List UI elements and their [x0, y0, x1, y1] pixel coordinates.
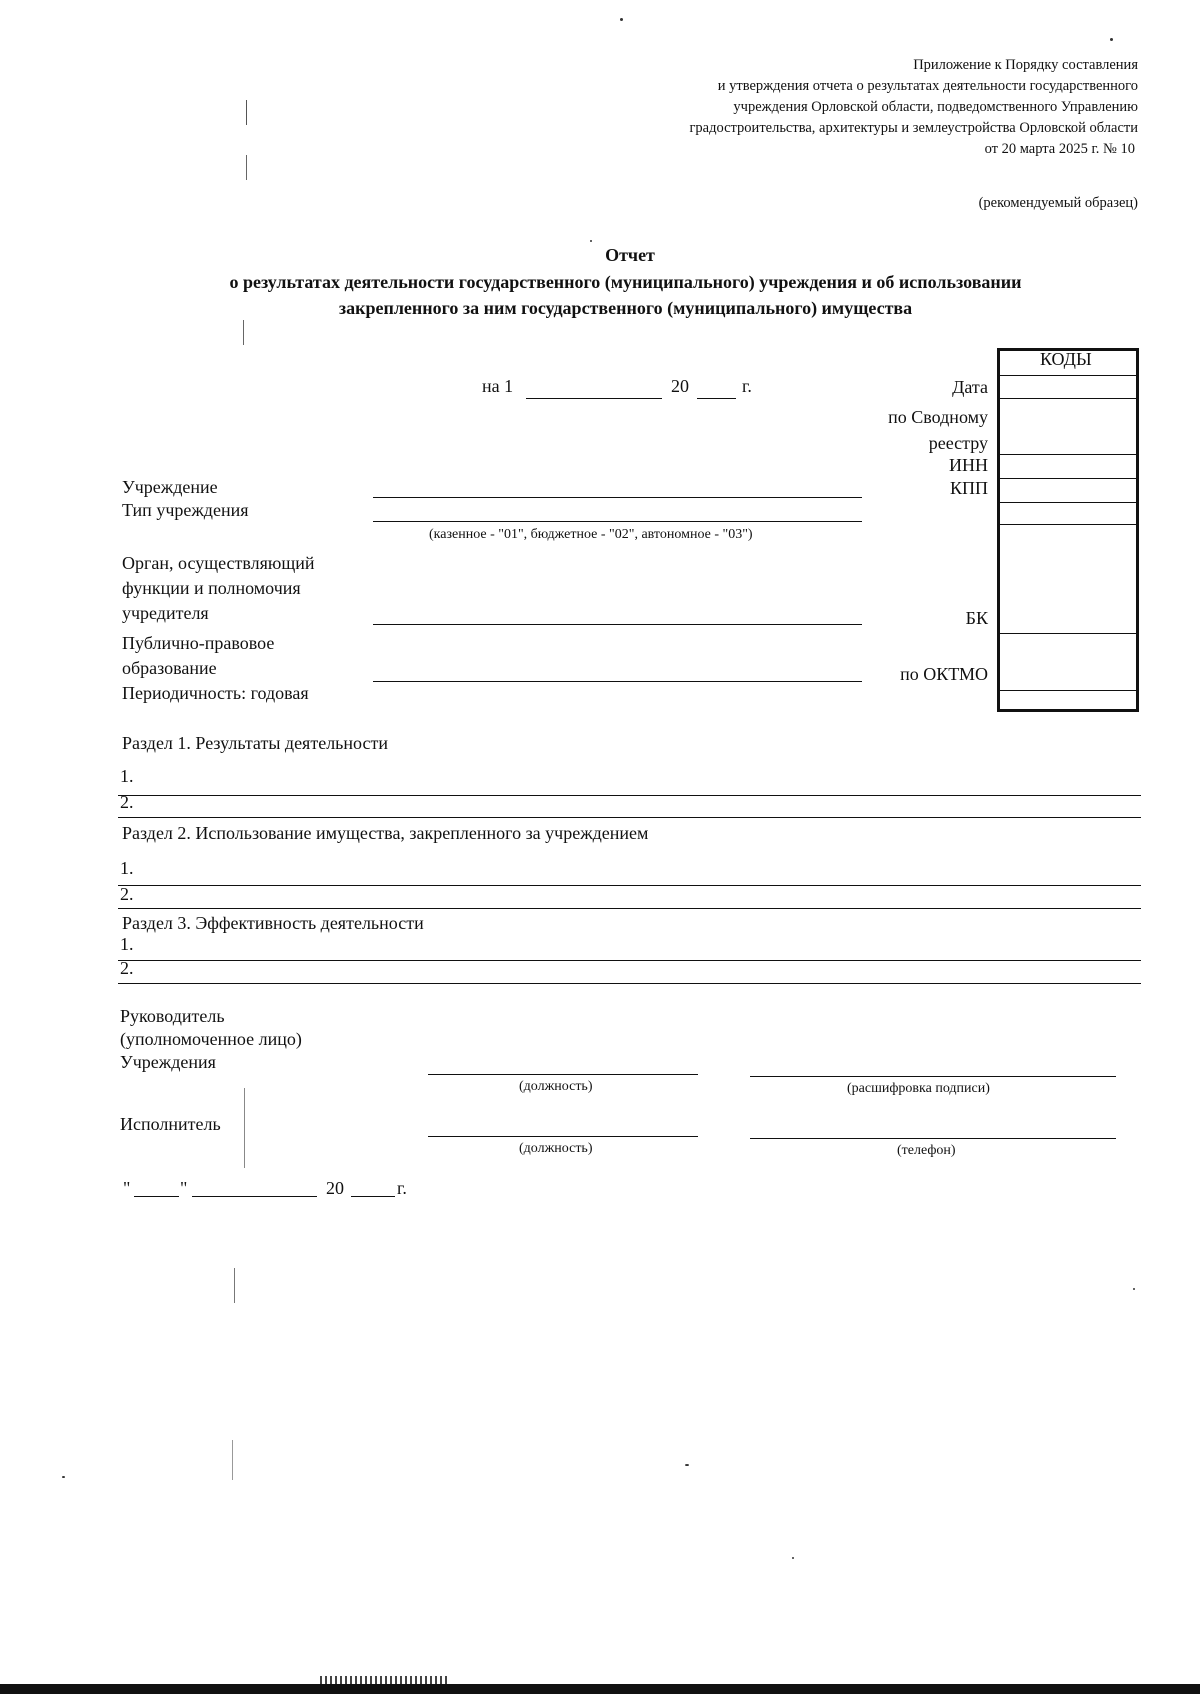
signature-date-quote-open: " — [123, 1178, 131, 1198]
scan-artifact — [234, 1268, 235, 1303]
scan-bottom-edge — [0, 1684, 1200, 1694]
section-2-line-1[interactable] — [118, 885, 1141, 886]
section-1-line-2[interactable] — [118, 817, 1141, 818]
appendix-block — [689, 55, 1138, 160]
scan-speck — [590, 240, 592, 242]
section-3-item-2: 2. — [120, 958, 134, 978]
scan-speck — [1110, 38, 1113, 41]
date-year-blank[interactable] — [697, 398, 736, 399]
signature-date-quote-close: " — [180, 1178, 188, 1198]
section-2-title: Раздел 2. Использование имущества, закрепленного за учреждением — [122, 823, 649, 843]
report-subtitle-2: закрепленного за ним государственного (муниципального) имущества — [338, 298, 913, 318]
section-3-line-2[interactable] — [118, 983, 1141, 984]
executor-phone-blank[interactable] — [750, 1138, 1116, 1139]
appendix-line-4: градостроительства, архитектуры и землеустройства Орловской области — [689, 120, 1138, 136]
code-label-registry-2: реестру — [928, 433, 988, 453]
field-founder-label-1: Орган, осуществляющий — [122, 553, 315, 573]
code-label-kpp: КПП — [949, 478, 988, 498]
signature-decoding-caption: (расшифровка подписи) — [847, 1081, 990, 1096]
executor-phone-caption: (телефон) — [897, 1143, 956, 1158]
signature-position-caption: (должность) — [519, 1079, 593, 1094]
field-public-label-1: Публично-правовое — [122, 633, 275, 653]
section-3-title: Раздел 3. Эффективность деятельности — [122, 913, 424, 933]
date-day-month-blank[interactable] — [526, 398, 662, 399]
field-public-blank[interactable] — [373, 681, 862, 682]
date-suffix: г. — [742, 376, 752, 396]
signature-position-blank[interactable] — [428, 1074, 698, 1075]
appendix-line-3: учреждения Орловской области, подведомственного Управлению — [733, 99, 1138, 115]
signature-head-label-3: Учреждения — [120, 1052, 216, 1072]
signature-head-label-2: (уполномоченное лицо) — [120, 1029, 302, 1049]
code-label-inn: ИНН — [949, 455, 988, 475]
codes-table — [997, 348, 1139, 712]
section-2-line-2[interactable] — [118, 908, 1141, 909]
field-type-hint: (казенное - "01", бюджетное - "02", автономное - "03") — [429, 527, 753, 542]
code-label-bk: БК — [965, 608, 988, 628]
scan-artifact — [244, 1088, 245, 1168]
scan-artifact — [320, 1676, 450, 1684]
scan-artifact — [243, 320, 244, 345]
appendix-order-date: от 20 марта 2025 г. № 10 — [984, 141, 1135, 157]
field-institution-blank[interactable] — [373, 497, 862, 498]
date-prefix: на 1 — [482, 376, 514, 396]
field-periodicity: Периодичность: годовая — [122, 683, 309, 703]
scan-artifact — [246, 155, 247, 180]
signature-decoding-blank[interactable] — [750, 1076, 1116, 1077]
signature-head-label-1: Руководитель — [120, 1006, 225, 1026]
section-2-item-1: 1. — [120, 858, 134, 878]
field-public-label-2: образование — [122, 658, 217, 678]
executor-label: Исполнитель — [120, 1114, 221, 1134]
signature-date-month-blank[interactable] — [192, 1196, 317, 1197]
section-1-item-2: 2. — [120, 792, 134, 812]
scan-artifact — [246, 100, 247, 125]
executor-position-blank[interactable] — [428, 1136, 698, 1137]
signature-date-day-blank[interactable] — [134, 1196, 179, 1197]
appendix-line-2: и утверждения отчета о результатах деятельности государственного — [717, 78, 1138, 94]
code-label-oktmo: по ОКТМО — [900, 664, 988, 684]
sample-note: (рекомендуемый образец) — [978, 195, 1138, 211]
section-3-item-1: 1. — [120, 934, 134, 954]
signature-date-suffix: г. — [397, 1178, 407, 1198]
field-founder-label-3: учредителя — [122, 603, 209, 623]
field-type-label: Тип учреждения — [122, 500, 249, 520]
scan-artifact — [232, 1440, 233, 1480]
field-type-blank[interactable] — [373, 521, 862, 522]
signature-date-year-blank[interactable] — [351, 1196, 395, 1197]
executor-position-caption: (должность) — [519, 1141, 593, 1156]
scan-speck — [62, 1476, 65, 1478]
signature-date-year-prefix: 20 — [326, 1178, 344, 1198]
section-1-line-1[interactable] — [118, 795, 1141, 796]
field-founder-label-2: функции и полномочия — [122, 578, 301, 598]
section-2-item-2: 2. — [120, 884, 134, 904]
date-year-prefix: 20 — [671, 376, 689, 396]
field-institution-label: Учреждение — [122, 477, 218, 497]
code-label-registry-1: по Сводному — [888, 407, 988, 427]
code-label-date: Дата — [952, 377, 988, 397]
report-title: Отчет — [605, 245, 655, 265]
section-1-item-1: 1. — [120, 766, 134, 786]
section-1-title: Раздел 1. Результаты деятельности — [122, 733, 388, 753]
scan-speck — [792, 1557, 794, 1559]
appendix-line-1: Приложение к Порядку составления — [913, 57, 1138, 73]
scan-speck — [620, 18, 623, 21]
codes-header: КОДЫ — [1040, 349, 1092, 369]
field-founder-blank[interactable] — [373, 624, 862, 625]
scan-speck — [1133, 1288, 1135, 1290]
report-subtitle-1: о результатах деятельности государственного (муниципального) учреждения и об использовании — [229, 272, 1022, 292]
scan-speck — [685, 1464, 689, 1466]
section-3-line-1[interactable] — [118, 960, 1141, 961]
